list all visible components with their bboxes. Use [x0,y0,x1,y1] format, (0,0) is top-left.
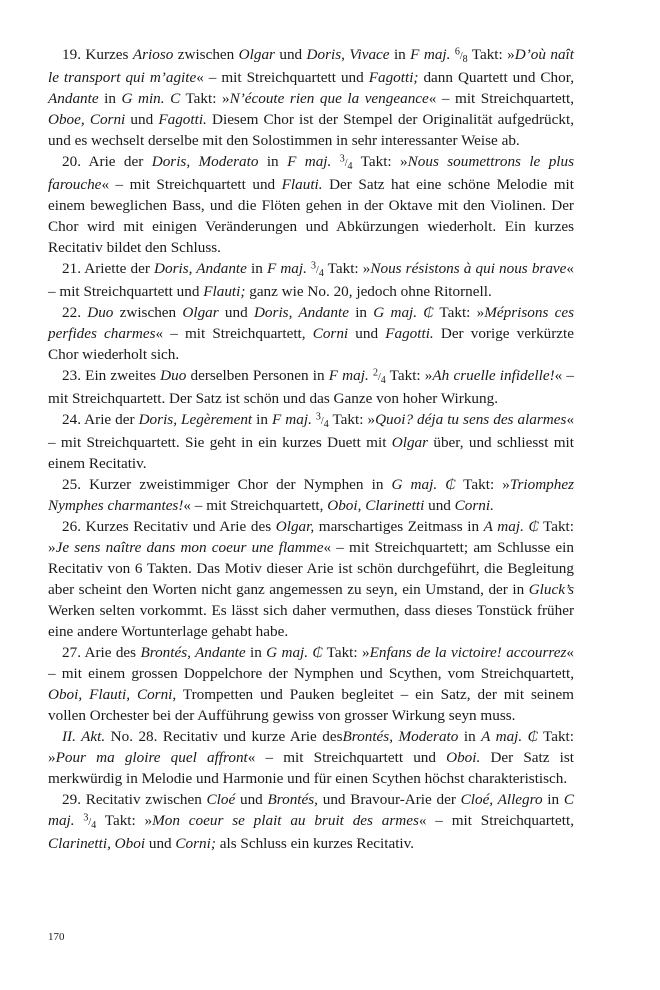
time-signature: 2/4 [372,367,386,386]
italic-text: Brontés, Moderato [342,728,459,745]
italic-text: F maj. [287,153,332,170]
page-body [48,44,574,854]
italic-text: Clarinetti, Oboi [48,835,146,852]
italic-text: Olgar [182,304,219,321]
italic-text: G maj. ₵ [266,644,323,661]
time-signature: 6/8 [454,46,468,65]
italic-text: Corni [312,325,349,342]
italic-text: Olgar [238,46,275,63]
italic-text: Quoi? déja tu sens des alarmes [375,411,567,428]
entry-19: 19. Kurzes Arioso zwischen Olgar und Doris, Vivace in F maj. 6/8 Takt: »D’où naît le transport qui m’agite« – mit Streichquartett und Fagotti; dann Quartett und Chor, Andante in G min. C Takt: »N’écoute rien que la vengeance« – mit Streichquartett, Oboe, Corni und Fagotti. Diesem Chor ist der Stempel der Originalität aufgedrückt, und es wechselt derselbe mit den Solostimmen in sehr interessanter Weise ab. [48,46,574,149]
italic-text: Brontés, Andante [140,644,246,661]
italic-text: Nous résistons à qui nous brave [370,260,567,277]
italic-text: F maj. [410,46,451,63]
italic-text: Je sens naître dans mon coeur une flamme [55,539,324,556]
italic-text: Andante [48,90,99,107]
italic-text: C maj. [48,791,574,829]
entry-24: 24. Arie der Doris, Legèrement in F maj. 3/4 Takt: »Quoi? déja tu sens des alarmes« – mit Streichquartett. Sie geht in ein kurzes Duett mit Olgar über, und schliesst mit einem Recitativ. [48,411,575,472]
italic-text: Doris, Andante [154,260,247,277]
italic-text: Triomphez Nymphes charmantes! [48,476,574,514]
italic-text: Duo [87,304,114,321]
italic-text: Olgar [391,434,429,451]
entry-25: 25. Kurzer zweistimmiger Chor der Nymphen in G maj. ₵ Takt: »Triomphez Nymphes charmantes!« – mit Streichquartett, Oboi, Clarinetti und Corni. [48,476,574,514]
italic-text: G maj. ₵ [373,304,434,321]
italic-text: D’où naît le transport qui m’agite [48,46,574,86]
italic-text: Doris, Andante [253,304,349,321]
italic-text: Flauti; [203,283,246,300]
italic-text: F maj. [328,367,369,384]
italic-text: F maj. [272,411,312,428]
italic-text: Corni. [454,497,494,514]
italic-text: Olgar, [275,518,315,535]
italic-text: Fagotti. [385,325,434,342]
entry-22: 22. Duo zwischen Olgar und Doris, Andante in G maj. ₵ Takt: »Méprisons ces perfides charmes« – mit Streichquartett, Corni und Fagotti. Der vorige verkürzte Chor wiederholt sich. [48,304,575,363]
entry-28: II. Akt. No. 28. Recitativ und kurze Arie desBrontés, Moderato in A maj. ₵ Takt: »Pour ma gloire quel affront« – mit Streichquartett und Oboi. Der Satz ist merkwürdig in Melodie und Harmonie und für einen Scythen höchst charakteristisch. [48,728,574,787]
italic-text: Oboi, Flauti, Corni, [48,686,177,703]
italic-text: Oboi. [446,749,481,766]
italic-text: Corni; [175,835,216,852]
entry-20: 20. Arie der Doris, Moderato in F maj. 3/4 Takt: »Nous soumettrons le plus farouche« – mit Streichquartett und Flauti. Der Satz hat eine schöne Melodie mit einem beweglichen Bass, und die Flöten gehen in der Oktave mit den Violinen. Der Chor wird mit einigen Veränderungen und Abkürzungen wiederholt. Ein kurzes Recitativ bildet den Schluss. [48,153,575,256]
time-signature: 3/4 [83,812,97,831]
italic-text: Arioso [132,46,174,63]
italic-text: Doris, Moderato [151,153,259,170]
entry-29: 29. Recitativ zwischen Cloé und Brontés, und Bravour-Arie der Cloé, Allegro in C maj. 3/4 Takt: »Mon coeur se plait au bruit des armes« – mit Streichquartett, Clarinetti, Oboi und Corni; als Schluss ein kurzes Recitativ. [48,791,574,852]
italic-text: G maj. ₵ [391,476,456,493]
italic-text: II. Akt. [62,728,106,745]
italic-text: Flauti. [281,176,323,193]
entry-26: 26. Kurzes Recitativ und Arie des Olgar, marschartiges Zeitmass in A maj. ₵ Takt: »Je sens naître dans mon coeur une flamme« – mit Streichquartett; am Schlusse ein Recitativ von 6 Takten. Das Motiv dieser Arie ist schön durchgeführt, die Begleitung aber scheint den Worten nicht ganz angemessen zu seyn, ein Umstand, der in Gluck’s Werken selten vorkommt. Es lässt sich daher vermuthen, dass dieses Tonstück früher eine andere Wortunterlage gehabt habe. [48,518,574,640]
italic-text: Doris, Legèrement [138,411,253,428]
time-signature: 3/4 [315,411,329,430]
italic-text: N’écoute rien que la vengeance [229,90,429,107]
time-signature: 3/4 [339,153,353,172]
italic-text: Duo [160,367,187,384]
italic-text: Fagotti; [368,69,419,86]
italic-text: Cloé, Allegro [460,791,543,808]
italic-text: Nous soumettrons le plus farouche [48,153,575,193]
time-signature: 3/4 [311,260,324,279]
italic-text: Mon coeur se plait au bruit des armes [152,812,419,829]
page-number: 170 [48,931,65,943]
italic-text: G min. C [121,90,181,107]
italic-text: Doris, Vivace [306,46,390,63]
italic-text: Oboi, Clarinetti [327,497,425,514]
italic-text: Gluck’s [528,581,574,598]
italic-text: Fagotti. [158,111,207,128]
italic-text: Ah cruelle infidelle! [432,367,555,384]
italic-text: Oboe, Corni [48,111,126,128]
italic-text: Cloé [206,791,236,808]
italic-text: Enfans de la victoire! accourrez [369,644,567,661]
italic-text: Pour ma gloire quel affront [55,749,248,766]
entry-27: 27. Arie des Brontés, Andante in G maj. ₵ Takt: »Enfans de la victoire! accourrez« – mit einem grossen Doppelchore der Nymphen und Scythen, vom Streichquartett, Oboi, Flauti, Corni, Trompetten und Pauken begleitet – ein Satz, der mit seinem vollen Orchester bei der Aufführung gewiss von grosser Wirkung seyn muss. [48,644,574,724]
italic-text: Méprisons ces perfides charmes [48,304,574,342]
italic-text: F maj. [266,260,307,277]
italic-text: Brontés, [267,791,318,808]
italic-text: A maj. ₵ [481,728,538,745]
entry-21: 21. Ariette der Doris, Andante in F maj. 3/4 Takt: »Nous résistons à qui nous brave« – mit Streichquartett und Flauti; ganz wie No. 20, jedoch ohne Ritornell. [48,260,574,300]
entry-23: 23. Ein zweites Duo derselben Personen in F maj. 2/4 Takt: »Ah cruelle infidelle!« – mit Streichquartett. Der Satz ist schön und das Ganze von hoher Wirkung. [48,367,575,407]
italic-text: A maj. ₵ [483,518,539,535]
